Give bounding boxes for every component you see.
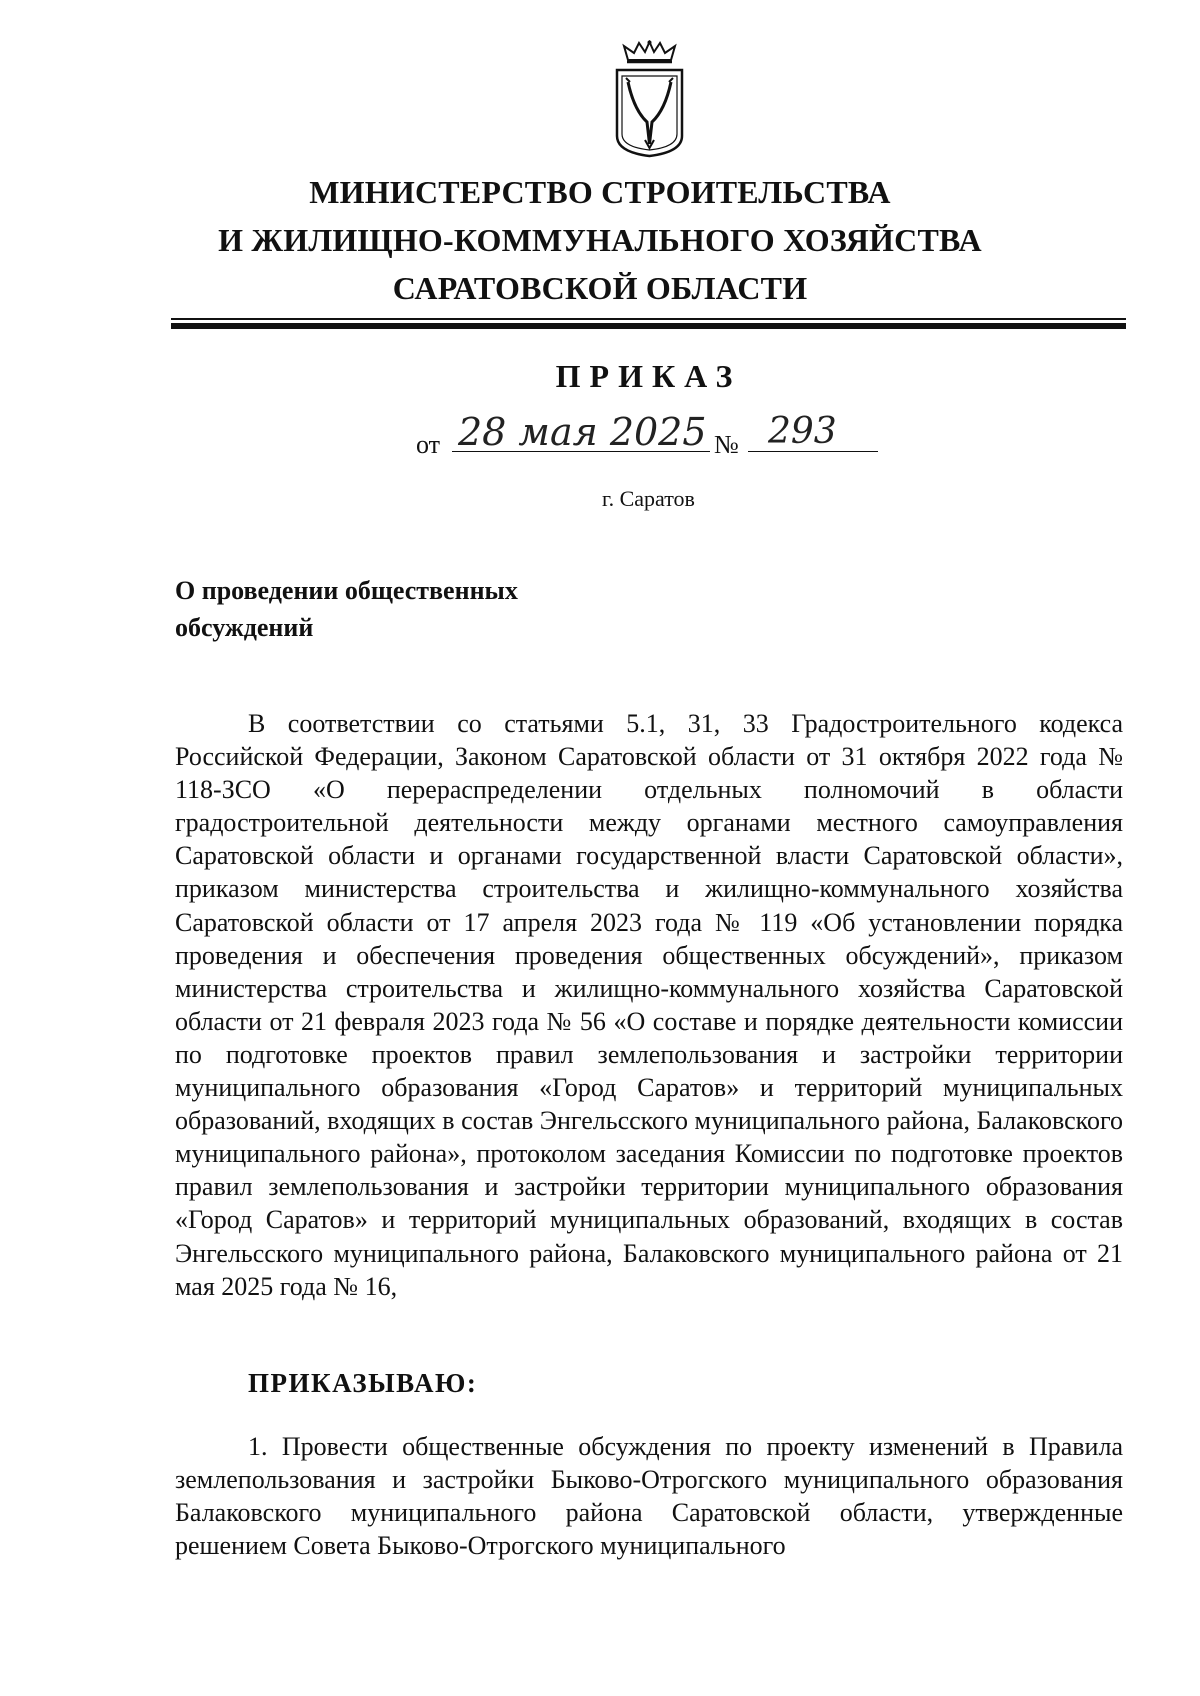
order-item-1: 1. Провести общественные обсуждения по проекту изменений в Правила землепользования и застройки Быково-Отрогского муниципального образования Балаковского муниципального района Саратовской области, утвержденные решением Совета Быково-Отрогского муниципального — [175, 1432, 1123, 1561]
coat-of-arms-icon — [612, 40, 687, 158]
ministry-line-3: САРАТОВСКОЙ ОБЛАСТИ — [392, 270, 808, 306]
order-subject — [175, 572, 595, 646]
date-prefix: от — [416, 430, 441, 459]
ministry-name — [150, 168, 1050, 312]
handwritten-number: 293 — [748, 412, 878, 452]
date-number-line — [414, 412, 894, 462]
number-prefix: № — [714, 430, 739, 459]
city: г. Саратов — [602, 486, 695, 511]
subject-line-1: О проведении общественных — [175, 576, 518, 605]
header-divider-thick — [171, 323, 1126, 329]
subject-line-2: обсуждений — [175, 613, 314, 642]
header-divider-thin — [171, 318, 1126, 320]
handwritten-date: 28 мая 2025 — [452, 412, 710, 452]
ministry-line-1: МИНИСТЕРСТВО СТРОИТЕЛЬСТВА — [309, 174, 891, 210]
document-type: ПРИКАЗ — [555, 358, 742, 394]
preamble-paragraph: В соответствии со статьями 5.1, 31, 33 Градостроительного кодекса Российской Федерации, Законом Саратовской области от 31 октября 2022 года № 118-ЗСО «О перераспределении отдельных полномочий в области градостроительной деятельности между органами местного самоуправления Саратовской области и органами государственной власти Саратовской области», приказом министерства строительства и жилищно-коммунального хозяйства Саратовской области от 17 апреля 2023 года № 119 «Об установлении порядка проведения и обеспечения проведения общественных обсуждений», приказом министерства строительства и жилищно-коммунального хозяйства Саратовской области от 21 февраля 2023 года № 56 «О составе и порядке деятельности комиссии по подготовке проектов правил землепользования и застройки территории муниципального образования «Город Саратов» и территорий муниципальных образований, входящих в состав Энгельсского муниципального района, Балаковского муниципального района», протоколом заседания Комиссии по подготовке проектов правил землепользования и застройки территории муниципального образования «Город Саратов» и территорий муниципальных образований, входящих в состав Энгельсского муниципального района, Балаковского муниципального района от 21 мая 2025 года № 16, — [175, 709, 1123, 1301]
ministry-line-2: И ЖИЛИЩНО-КОММУНАЛЬНОГО ХОЗЯЙСТВА — [218, 222, 982, 258]
order-word: ПРИКАЗЫВАЮ: — [248, 1368, 478, 1398]
